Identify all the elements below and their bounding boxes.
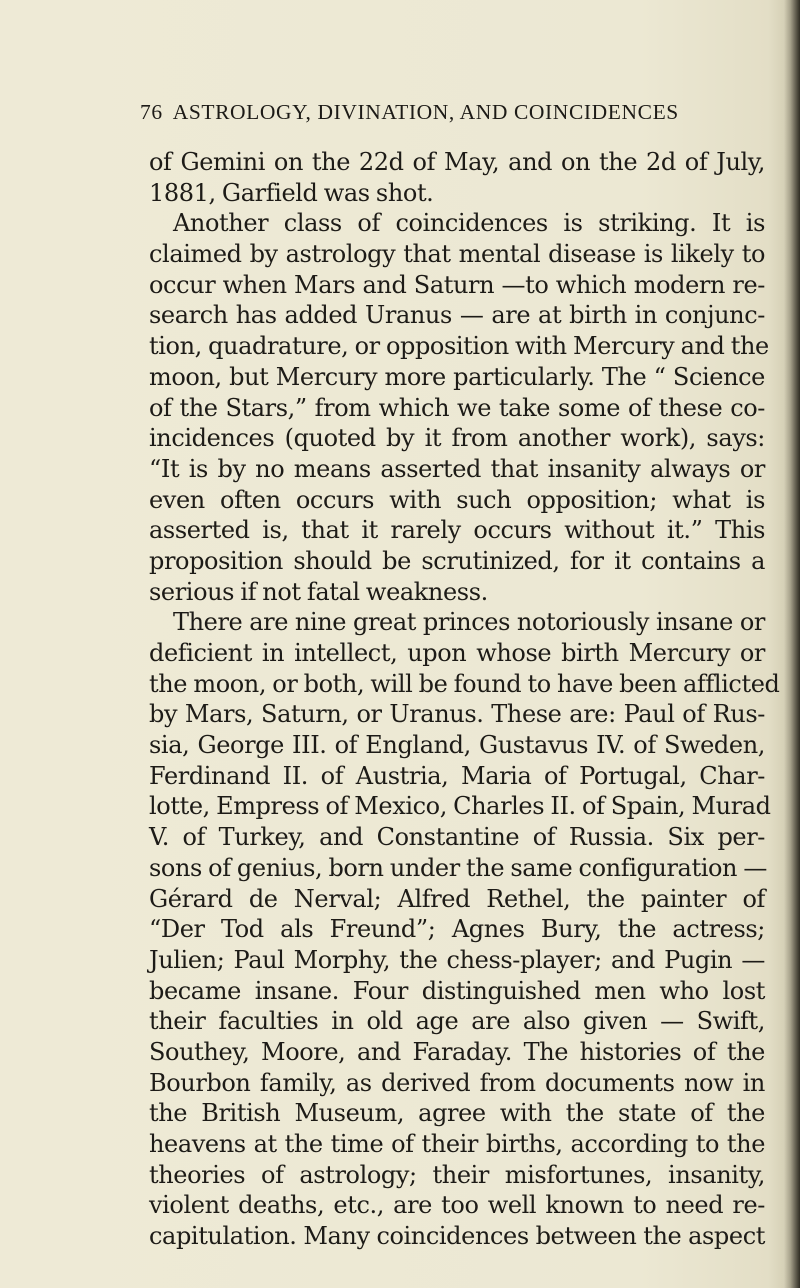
text-line: lotte, Empress of Mexico, Charles II. of Spain, Murad xyxy=(149,792,771,821)
text-line: became insane. Four distinguished men who lost xyxy=(149,976,765,1005)
text-line: 1881, Garfield was shot. xyxy=(149,178,434,207)
text-line: moon, but Mercury more particularly. The “ Science xyxy=(149,362,765,391)
paragraph-first-line: There are nine great princes notoriously insane or xyxy=(173,608,765,637)
text-line: heavens at the time of their births, according to the xyxy=(149,1130,765,1158)
text-line: claimed by astrology that mental disease is likely to xyxy=(149,240,765,269)
text-line: sia, George III. of England, Gustavus IV. of Sweden, xyxy=(149,731,765,760)
text-line: sons of genius, born under the same configuration — xyxy=(149,853,767,882)
text-line: of the Stars,” from which we take some of these co- xyxy=(149,393,765,422)
text-line: by Mars, Saturn, or Uranus. These are: Paul of Rus- xyxy=(149,700,765,729)
page-number: 76 xyxy=(140,100,163,124)
text-line: asserted is, that it rarely occurs without it.” This xyxy=(149,516,765,545)
text-line: theories of astrology; their misfortunes, insanity, xyxy=(149,1160,765,1189)
text-line: capitulation. Many coincidences between the aspect xyxy=(149,1222,765,1251)
text-line: the moon, or both, will be found to have been afflicted xyxy=(149,669,780,698)
text-line: their faculties in old age are also given — Swift, xyxy=(149,1007,765,1036)
page-edge-shadow xyxy=(784,0,800,1288)
text-line: serious if not fatal weakness. xyxy=(149,577,488,606)
text-line: violent deaths, etc., are too well known to need re- xyxy=(149,1191,765,1220)
text-line: V. of Turkey, and Constantine of Russia. Six per- xyxy=(149,823,765,852)
text-line: incidences (quoted by it from another work), says: xyxy=(149,424,765,453)
text-line: Southey, Moore, and Faraday. The histories of the xyxy=(149,1037,765,1066)
text-line: even often occurs with such opposition; what is xyxy=(149,485,765,514)
text-line: “It is by no means asserted that insanity always or xyxy=(149,454,765,483)
running-head xyxy=(140,100,760,125)
text-line: “Der Tod als Freund”; Agnes Bury, the actress; xyxy=(149,915,765,944)
text-line: Ferdinand II. of Austria, Maria of Portugal, Char- xyxy=(149,761,765,790)
text-line: Bourbon family, as derived from documents now in xyxy=(149,1068,765,1097)
text-line: tion, quadrature, or opposition with Mercury and the xyxy=(149,332,769,361)
body-text xyxy=(149,147,780,1252)
running-title: ASTROLOGY, DIVINATION, AND COINCIDENCES xyxy=(172,100,679,124)
text-line: of Gemini on the 22d of May, and on the 2d of July, xyxy=(149,148,765,176)
text-line: deficient in intellect, upon whose birth Mercury or xyxy=(149,639,765,667)
text-line: the British Museum, agree with the state of the xyxy=(149,1099,765,1128)
text-line: Gérard de Nerval; Alfred Rethel, the painter of xyxy=(149,884,765,913)
text-line: occur when Mars and Saturn —to which modern re- xyxy=(149,270,765,299)
text-line: proposition should be scrutinized, for it contains a xyxy=(149,546,765,575)
text-line: Julien; Paul Morphy, the chess-player; and Pugin — xyxy=(149,945,765,974)
paragraph-first-line: Another class of coincidences is striking. It is xyxy=(173,209,765,238)
text-line: search has added Uranus — are at birth in conjunc- xyxy=(149,301,765,330)
